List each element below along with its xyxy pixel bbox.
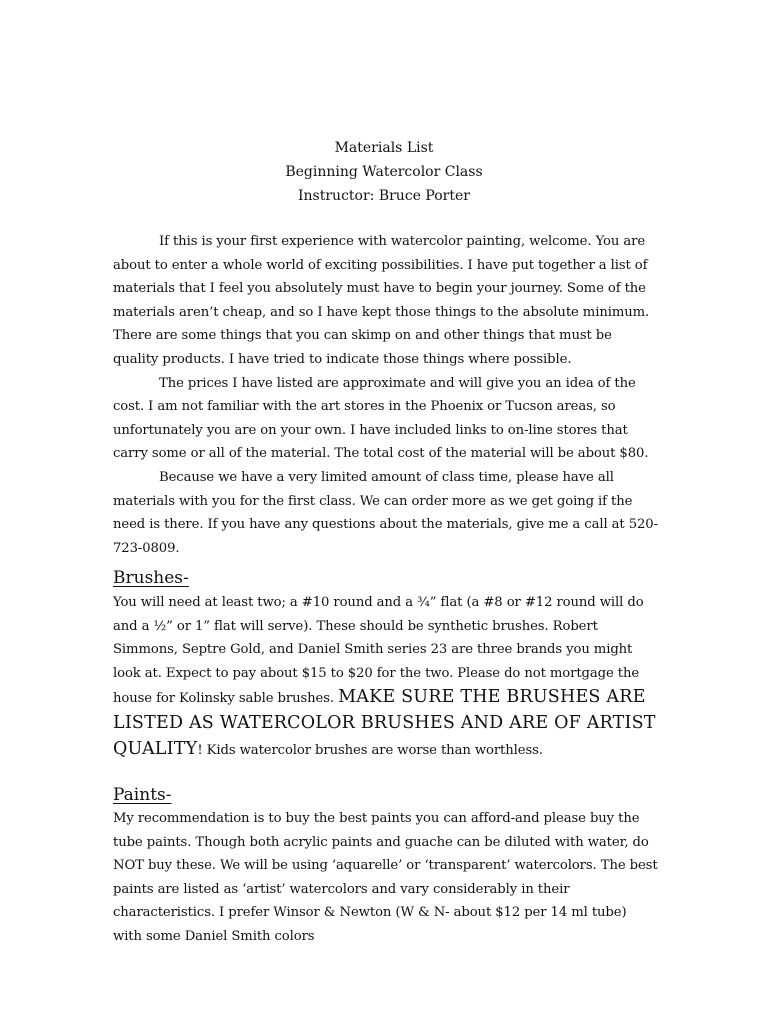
class-name: Beginning Watercolor Class <box>285 164 483 180</box>
intro-paragraph-welcome: If this is your first experience with watercolor painting, welcome. You are about to enter a whole world of exciting possibilities. I have put together a list of materials that I feel you absolutely must have to begin your journey. Some of the materials aren’t cheap, and so I have kept those things to the absolute minimum. There are some things that you can skimp on and other things that must be quality products. I have tried to indicate those things where possible. <box>113 234 650 367</box>
paints-section <box>113 807 658 949</box>
brushes-text: You will need at least two; a #10 round and a ¾” flat (a #8 or #12 round will do and a ½” or 1” flat will serve). These should be synthetic brushes. Robert Simmons, Septre Gold, and Daniel Smith series 23 are three brands you might look at. Expect to pay about $15 to $20 for the two. Please do not mortgage the house for Kolinsky sable brushes. <box>113 595 644 707</box>
intro-section <box>113 230 658 560</box>
brushes-closing: ! Kids watercolor brushes are worse than worthless. <box>197 742 543 758</box>
document-header <box>0 136 768 208</box>
intro-paragraph-class-time: Because we have a very limited amount of class time, please have all materials with you for the first class. We can order more as we get going if the need is there. If you have any questions about the materials, give me a call at 520-723-0809. <box>113 469 658 556</box>
brushes-emphasis: MAKE SURE THE BRUSHES ARE LISTED AS WATERCOLOR BRUSHES AND ARE OF ARTIST QUALITY <box>113 687 656 759</box>
document-title: Materials List <box>334 140 434 156</box>
intro-paragraph-prices: The prices I have listed are approximate and will give you an idea of the cost. I am not familiar with the art stores in the Phoenix or Tucson areas, so unfortunately you are on your own. I have included links to on-line stores that carry some or all of the material. The total cost of the material will be about $80. <box>113 375 649 462</box>
instructor-name: Instructor: Bruce Porter <box>298 188 470 204</box>
paints-text: My recommendation is to buy the best paints you can afford-and please buy the tube paints. Though both acrylic paints and guache can be diluted with water, do NOT buy these. We will be using ‘aquarelle’ or ‘transparent’ watercolors. The best paints are listed as ‘artist’ watercolors and vary considerably in their characteristics. I prefer Winsor & Newton (W & N- about $12 per 14 ml tube) with some Daniel Smith colors <box>113 811 658 944</box>
brushes-section <box>113 591 658 762</box>
brushes-heading: Brushes- <box>113 568 189 588</box>
paints-heading: Paints- <box>113 785 172 805</box>
